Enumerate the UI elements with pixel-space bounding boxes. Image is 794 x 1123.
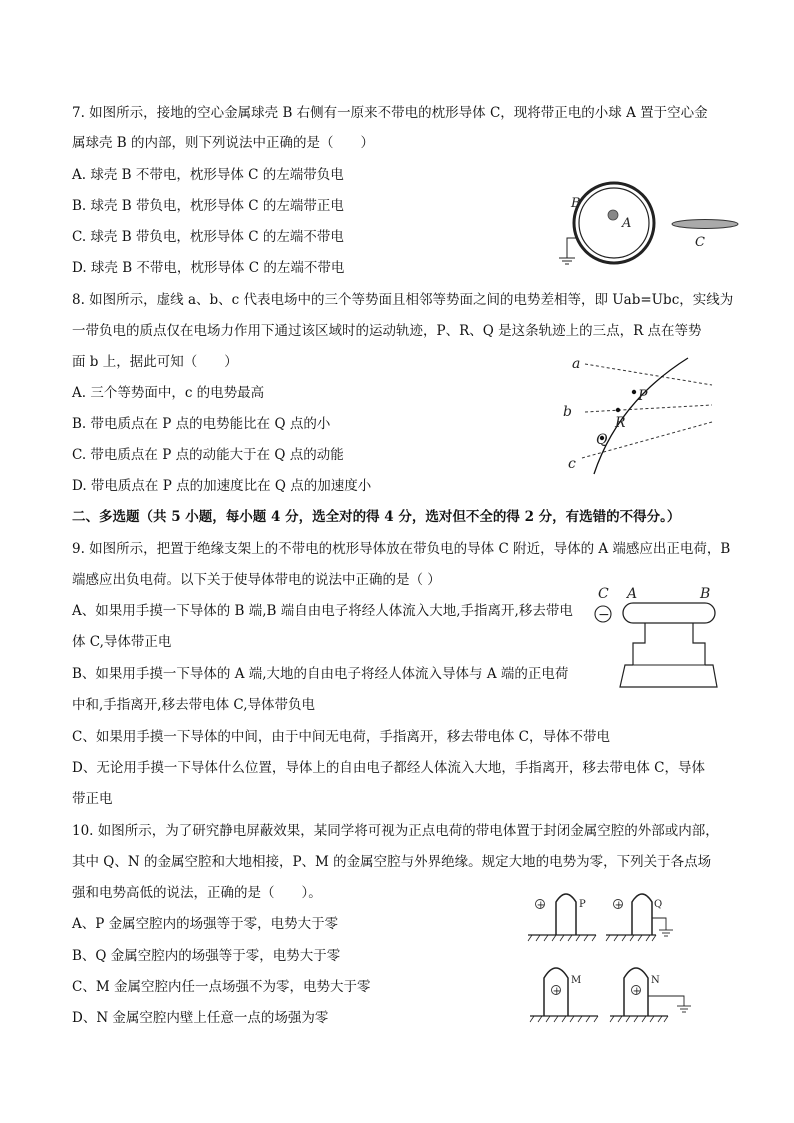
q10-option-c: C、M 金属空腔内任一点场强不为零，电势大于零 xyxy=(72,979,371,995)
q10-option-a: A、P 金属空腔内的场强等于零，电势大于零 xyxy=(72,916,339,932)
q9-option-c: C、如果用手摸一下导体的中间，由于中间无电荷，手指离开，移去带电体 C，导体不带电 xyxy=(72,729,610,745)
q10-panel-q xyxy=(606,894,673,941)
q7-shell-outer xyxy=(574,183,654,263)
q9-insulating-stand xyxy=(633,623,705,665)
q10-label-n: N xyxy=(651,975,660,986)
q9-option-b-line1: B、如果用手摸一下导体的 A 端,大地的自由电子将经人体流入导体与 A 端的正电荷 xyxy=(72,666,569,682)
q8-stem-line3: 面 b 上，据此可知（ ） xyxy=(72,354,238,370)
q7-figure xyxy=(555,180,755,270)
q9-stem-line2: 端感应出负电荷。以下关于使导体带电的说法中正确的是（ ） xyxy=(72,572,441,588)
q7-option-d: D. 球壳 B 不带电，枕形导体 C 的左端不带电 xyxy=(72,260,345,276)
q8-stem-line1: 8. 如图所示，虚线 a、b、c 代表电场中的三个等势面且相邻等势面之间的电势差相等，即 Uab=Ubc，实线为 xyxy=(72,292,734,308)
q10-option-b: B、Q 金属空腔内的场强等于零，电势大于零 xyxy=(72,948,341,964)
q8-option-d: D. 带电质点在 P 点的加速度比在 Q 点的加速度小 xyxy=(72,478,372,494)
q7-label-c: C xyxy=(695,235,705,250)
q7-option-c: C. 球壳 B 带负电，枕形导体 C 的左端不带电 xyxy=(72,229,344,245)
q10-stem-line3: 强和电势高低的说法，正确的是（ ）。 xyxy=(72,885,322,901)
q10-label-q: Q xyxy=(654,899,663,910)
q9-option-a-line2: 体 C,导体带正电 xyxy=(72,634,172,650)
q9-pillow-conductor xyxy=(623,603,715,623)
q9-option-d-line1: D、无论用手摸一下导体什么位置，导体上的自由电子都经人体流入大地，手指离开，移去带电体 C，导体 xyxy=(72,760,705,776)
q10-panel-p xyxy=(528,894,596,941)
q8-figure xyxy=(560,350,730,475)
q8-option-c: C. 带电质点在 P 点的动能大于在 Q 点的动能 xyxy=(72,447,344,463)
q9-label-a: A xyxy=(627,586,638,602)
svg-text:+: + xyxy=(536,900,545,911)
q9-label-c: C xyxy=(598,586,609,602)
q8-option-b: B. 带电质点在 P 点的电势能比在 Q 点的小 xyxy=(72,416,331,432)
q9-label-b: B xyxy=(700,586,711,602)
q7-label-b: B xyxy=(571,196,581,211)
q8-label-p: P xyxy=(638,388,648,404)
q8-point-r xyxy=(616,408,620,412)
q8-stem-line2: 一带负电的质点仅在电场力作用下通过该区域时的运动轨迹，P、R、Q 是这条轨迹上的三点，R 点在等势 xyxy=(72,323,702,339)
q7-option-b: B. 球壳 B 带负电，枕形导体 C 的左端带正电 xyxy=(72,198,344,214)
q7-stem-line2: 属球壳 B 的内部，则下列说法中正确的是（ ） xyxy=(72,135,375,151)
section-multiple-choice-heading: 二、多选题（共 5 小题，每小题 4 分，选全对的得 4 分，选对但不全的得 2 分，有选错的不得分。） xyxy=(72,509,681,525)
svg-text:+: + xyxy=(552,986,561,997)
q8-label-b: b xyxy=(563,404,572,420)
q8-label-c: c xyxy=(568,456,576,472)
q8-equipotential-b xyxy=(585,405,712,412)
svg-text:+: + xyxy=(614,900,623,911)
q8-label-q: Q xyxy=(596,432,608,448)
q8-option-a: A. 三个等势面中，c 的电势最高 xyxy=(72,385,265,401)
q8-point-p xyxy=(632,390,636,394)
q10-panel-n xyxy=(610,968,691,1022)
q9-option-a-line1: A、如果用手摸一下导体的 B 端,B 端自由电子将经人体流入大地,手指离开,移去带电 xyxy=(72,603,573,619)
svg-text:+: + xyxy=(632,986,641,997)
q9-stem-line1: 9. 如图所示，把置于绝缘支架上的不带电的枕形导体放在带负电的导体 C 附近，导体的 A 端感应出正电荷，B xyxy=(72,541,731,557)
q7-shell-inner xyxy=(579,188,649,258)
q7-pillow-conductor xyxy=(672,220,738,229)
q7-ground-wire xyxy=(567,238,577,258)
q8-equipotential-a xyxy=(585,364,712,385)
q8-trajectory xyxy=(594,358,688,474)
q9-option-d-line2: 带正电 xyxy=(72,791,113,807)
q8-label-a: a xyxy=(572,356,581,372)
q10-stem-line1: 10. 如图所示，为了研究静电屏蔽效果，某同学将可视为正点电荷的带电体置于封闭金属空腔的外部或内部， xyxy=(72,823,719,839)
q10-panel-m xyxy=(530,968,598,1022)
q10-option-d: D、N 金属空腔内壁上任意一点的场强为零 xyxy=(72,1010,329,1026)
q10-label-p: P xyxy=(579,899,586,910)
q10-stem-line2: 其中 Q、N 的金属空腔和大地相接，P、M 的金属空腔与外界绝缘。规定大地的电势为零，下列关于各点场 xyxy=(72,854,712,870)
q7-ball-a xyxy=(608,210,618,220)
q9-option-b-line2: 中和,手指离开,移去带电体 C,导体带负电 xyxy=(72,697,316,713)
q9-stand-base xyxy=(620,665,717,687)
q9-minus-sign: − xyxy=(598,607,610,623)
q7-stem-line1: 7. 如图所示，接地的空心金属球壳 B 右侧有一原来不带电的枕形导体 C，现将带正电的小球 A 置于空心金 xyxy=(72,105,708,121)
q7-option-a: A. 球壳 B 不带电，枕形导体 C 的左端带负电 xyxy=(72,167,344,183)
q9-figure xyxy=(585,585,735,695)
q10-label-m: M xyxy=(571,975,582,986)
q8-label-r: R xyxy=(615,415,626,431)
q7-label-a: A xyxy=(622,216,632,231)
q10-figure xyxy=(528,880,708,1030)
